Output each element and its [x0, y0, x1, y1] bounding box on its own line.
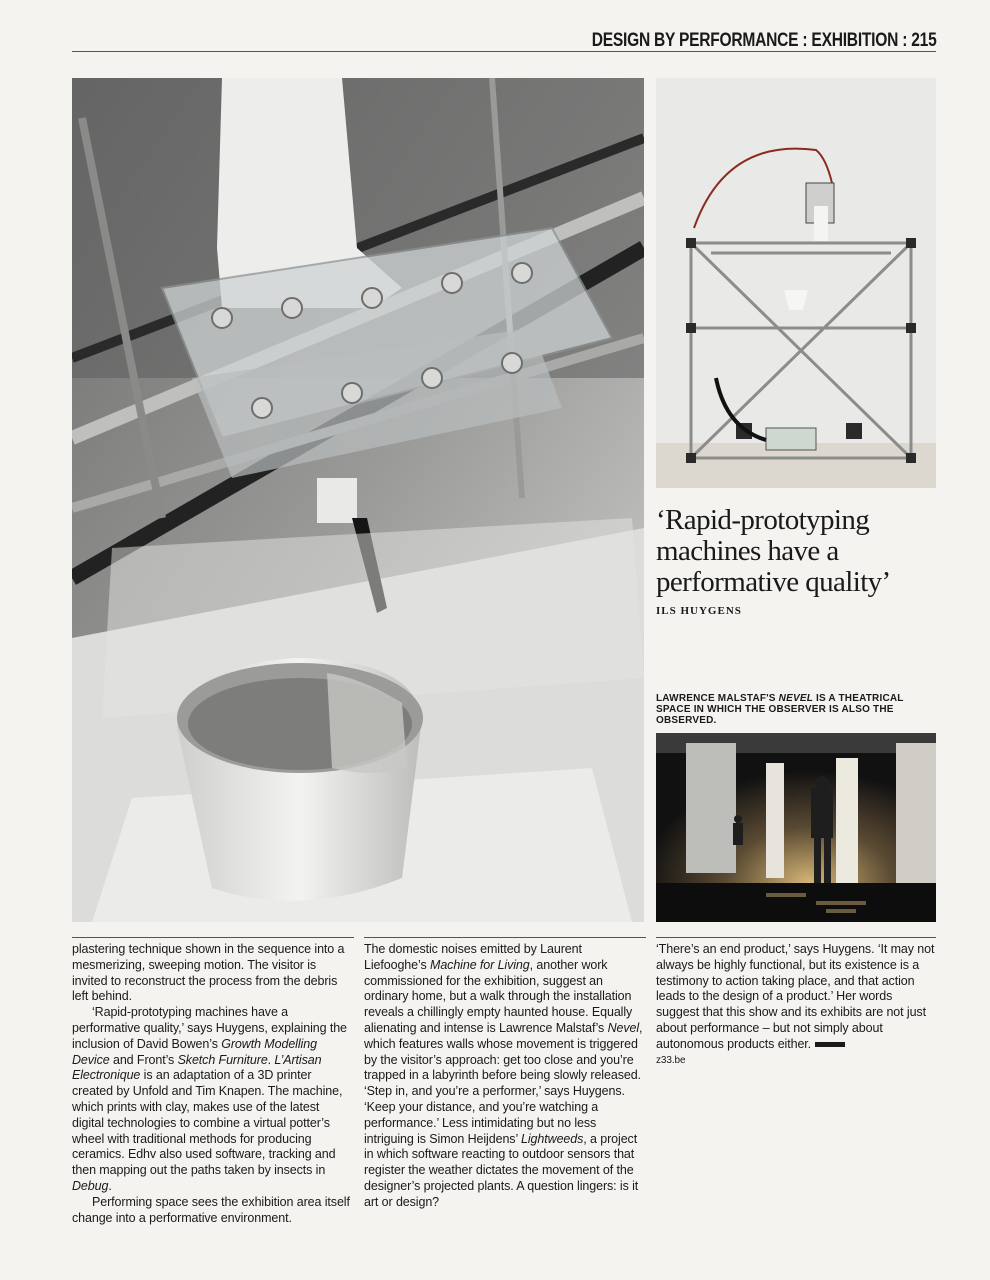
- work-title: Debug: [72, 1178, 109, 1193]
- caption-nevel-prefix: LAWRENCE MALSTAF'S: [656, 693, 779, 704]
- column-rule-3: [656, 937, 936, 938]
- text-run: and Front’s: [109, 1052, 178, 1067]
- end-mark-icon: [815, 1042, 845, 1047]
- photo-3d-clay-printer: [656, 78, 936, 488]
- text-run: is an adaptation of a 3D printer created by Unfold and Tim Knapen. The machine, which prints with clay, makes use of the latest digital technologies to combine a virtual potter’s wheel with traditional methods for producing ceramics. Edhv also used software, tracking and then mapping out the paths taken by insects in: [72, 1068, 343, 1178]
- paragraph: plastering technique shown in the sequence into a mesmerizing, sweeping motion. The visitor is invited to reconstruct the process from the debris left behind.: [72, 942, 345, 1004]
- column-rule-2: [364, 937, 646, 938]
- caption-nevel-title: NEVEL: [778, 693, 813, 704]
- photo-nevel-installation: [656, 733, 936, 922]
- text-run: , a project in which software reacting to outdoor sensors that register the weather dictates the movement of the designer’s projected plants. A question lingers: is it art or design?: [364, 1131, 639, 1209]
- body-column-3: [656, 942, 936, 1068]
- running-header: DESIGN BY PERFORMANCE : EXHIBITION : 215: [591, 30, 936, 51]
- main-photo-clay-printer: [72, 78, 644, 922]
- paragraph: [364, 942, 646, 1211]
- body-column-1: [72, 942, 354, 1226]
- work-title: Sketch Furniture: [177, 1052, 268, 1067]
- text-run: .: [267, 1052, 275, 1067]
- work-title: Nevel: [607, 1020, 640, 1035]
- work-title: Lightweeds: [521, 1131, 584, 1146]
- paragraph: [656, 942, 936, 1053]
- text-run: , another work commissioned for the exhibition, suggest an ordinary home, but a walk through the installation reveals a chillingly empty haunted house. Equally alienating and intense is Lawrence Malstaf’s: [364, 957, 633, 1035]
- caption-nevel: [656, 693, 936, 726]
- work-title: Machine for Living: [430, 957, 530, 972]
- text-run: .: [108, 1178, 112, 1193]
- work-title: Growth Modelling Device: [72, 1036, 317, 1067]
- paragraph: Performing space sees the exhibition area itself change into a performative environment.: [72, 1194, 350, 1225]
- work-title: L’Artisan Electronique: [72, 1052, 322, 1083]
- text-run: The domestic noises emitted by Laurent Liefooghe’s: [364, 942, 582, 972]
- column-rule-1: [72, 937, 354, 938]
- text-run: ‘There’s an end product,’ says Huygens. ‘It may not always be highly functional, but its existence is a testimony to action taking place, and that action leads to the design of a product.’ Her words suggest that this show and its exhibits are not just about performance – but not simply about autonomous products either.: [656, 942, 935, 1051]
- header-rule: [72, 51, 936, 52]
- pull-quote: ‘Rapid-prototyping machines have a performative quality’: [656, 504, 891, 598]
- body-column-2: [364, 942, 646, 1211]
- pull-quote-author: ILS HUYGENS: [656, 605, 742, 617]
- paragraph: [72, 1005, 354, 1195]
- caption-nevel-suffix: IS A THEATRICAL SPACE IN WHICH THE OBSERVER IS ALSO THE OBSERVED.: [656, 693, 904, 726]
- text-run: ‘Rapid-prototyping machines have a performative quality,’ says Huygens, explaining the inclusion of David Bowen’s: [72, 1005, 347, 1051]
- text-run: , which features walls whose movement is triggered by the visitor’s approach: get too close and you’re trapped in a labyrinth before being slowly released. ‘Step in, and you’re a performer,’ says Huygens. ‘Keep your distance, and you’re watching a performance.’ Less intimidating but no less intriguing is Simon Heijdens’: [364, 1020, 643, 1146]
- website-link[interactable]: z33.be: [656, 1054, 686, 1066]
